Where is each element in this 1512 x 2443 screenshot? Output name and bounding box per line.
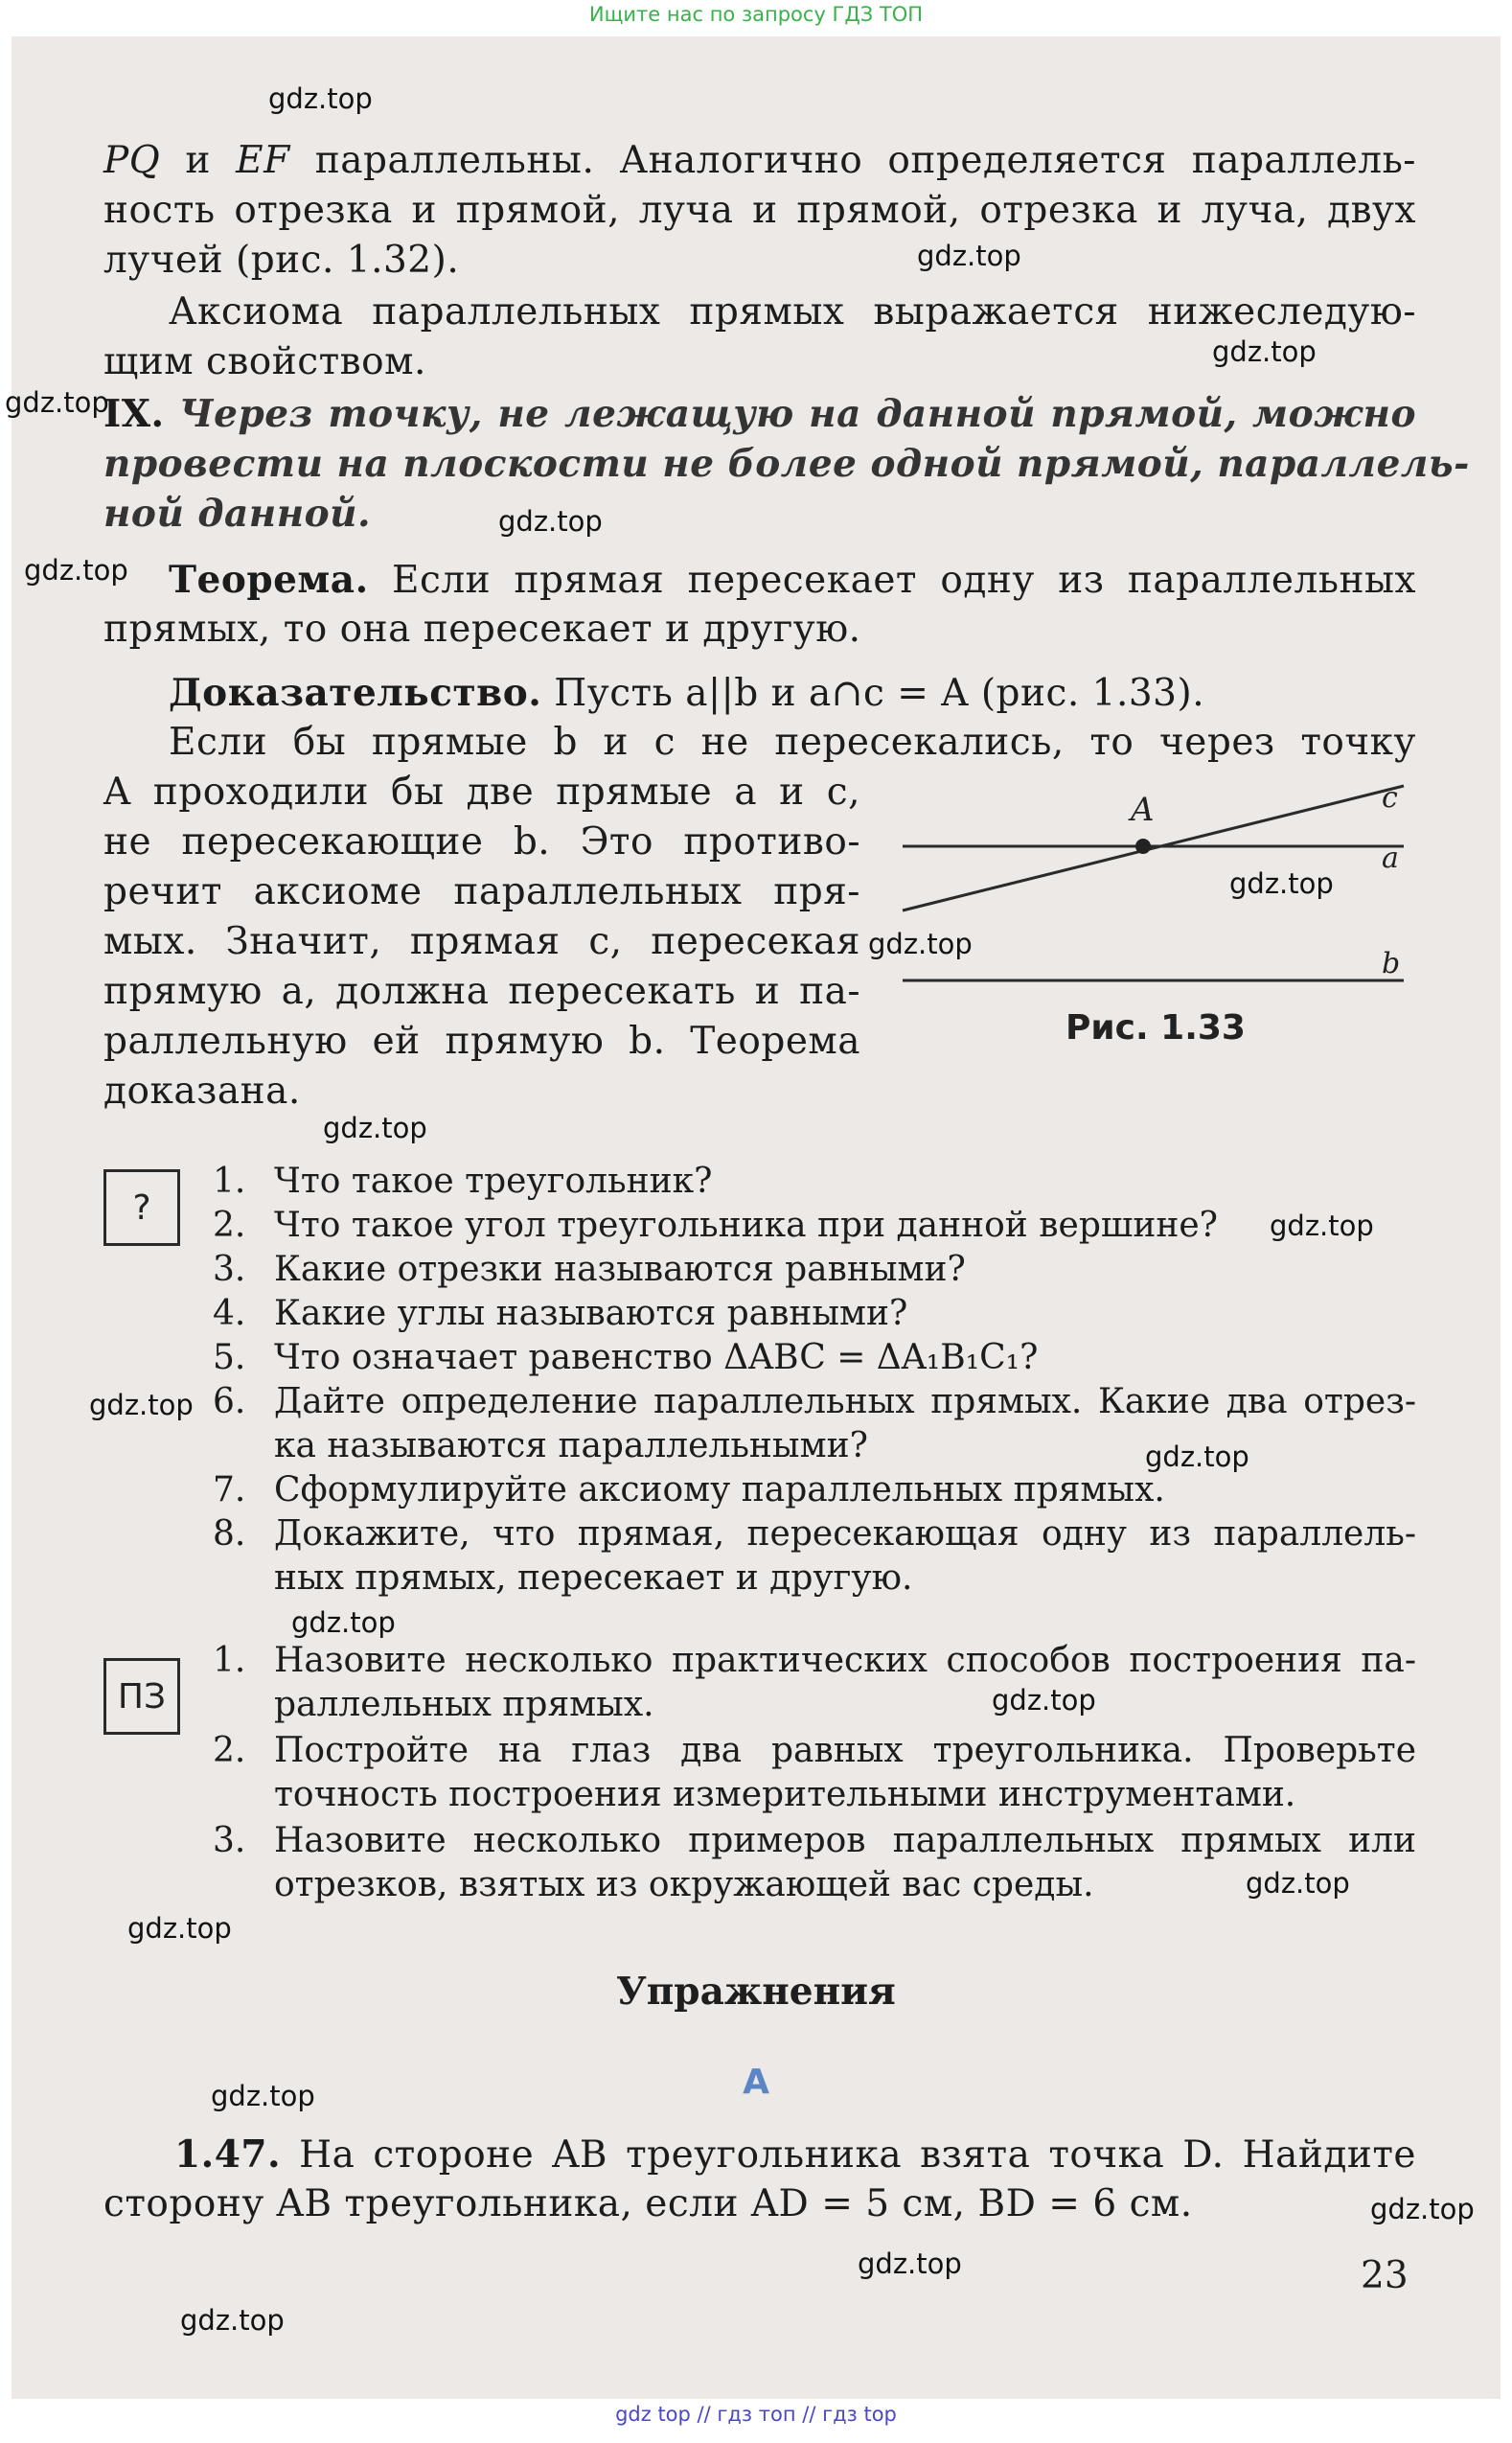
watermark: gdz.top	[1246, 1867, 1350, 1900]
proof-line: речит аксиоме параллельных пря-	[103, 870, 860, 913]
watermark: gdz.top	[1212, 335, 1317, 368]
question-text: Сформулируйте аксиому параллельных прямых.	[274, 1470, 1165, 1510]
watermark: gdz.top	[89, 1389, 194, 1421]
question-item	[213, 1294, 907, 1333]
watermark: gdz.top	[1270, 1210, 1374, 1242]
proof-line: мых. Значит, прямая c, пересекая	[103, 920, 860, 963]
watermark: gdz.top	[211, 2080, 315, 2112]
watermark: gdz.top	[323, 1112, 427, 1144]
question-continuation: ка называются параллельными?	[274, 1426, 868, 1465]
question-text: Что означает равенство ΔABC = ΔA₁B₁C₁?	[274, 1338, 1039, 1377]
line-b-label: b	[1382, 947, 1401, 980]
question-text: Дайте определение параллельных прямых. Какие два отрез-	[274, 1382, 1416, 1421]
question-number: 7.	[213, 1470, 246, 1510]
theorem-text: Если прямая пересекает одну из параллельных	[368, 559, 1416, 602]
segment-pq: PQ	[103, 139, 161, 182]
question-item	[213, 1206, 1218, 1245]
text-fragment: параллельны. Аналогично определяется параллель-	[289, 139, 1416, 182]
question-item	[213, 1470, 1165, 1510]
proof-line: не пересекающие b. Это противо-	[103, 820, 860, 864]
practical-text: Назовите несколько практических способов построения па-	[274, 1641, 1416, 1680]
text-line: лучей (рис. 1.32).	[103, 239, 460, 282]
proof-text: Пусть a||b и a∩c = A (рис. 1.33).	[541, 672, 1205, 715]
practical-number: 1.	[213, 1641, 246, 1680]
theorem-label: Теорема.	[169, 558, 369, 602]
figure-caption: Рис. 1.33	[1065, 1008, 1246, 1048]
question-mark-icon: ?	[103, 1169, 180, 1246]
proof-line: доказана.	[103, 1070, 301, 1113]
watermark: gdz.top	[24, 554, 128, 587]
question-continuation: ных прямых, пересекает и другую.	[274, 1558, 913, 1598]
point-a-label: A	[1131, 791, 1155, 829]
watermark: gdz.top	[917, 240, 1021, 272]
text-line: щим свойством.	[103, 340, 426, 383]
page-number: 23	[1361, 2254, 1409, 2297]
question-item	[213, 1162, 712, 1201]
exercise-line	[174, 2132, 1416, 2177]
proof-line: A проходили бы две прямые a и c,	[103, 771, 860, 814]
watermark: gdz.top	[180, 2304, 285, 2337]
exercise-text: На стороне AB треугольника взята точка D. Найдите	[281, 2133, 1416, 2177]
proof-line: раллельную ей прямую b. Теорема	[103, 1020, 860, 1063]
proof-label: Доказательство.	[169, 671, 542, 715]
axiom-line	[103, 392, 1416, 436]
exercises-heading: Упражнения	[616, 1970, 896, 2014]
line-c-label: c	[1382, 781, 1398, 815]
watermark: gdz.top	[127, 1912, 232, 1945]
question-item	[213, 1514, 1416, 1554]
question-number: 6.	[213, 1382, 246, 1421]
proof-line: Если бы прямые b и c не пересекались, то через точку	[169, 721, 1416, 764]
line-a-label: a	[1382, 841, 1399, 875]
watermark: gdz.top	[268, 82, 373, 115]
question-number: 4.	[213, 1294, 246, 1333]
practical-task-icon: ПЗ	[103, 1658, 180, 1735]
question-number: 2.	[213, 1206, 246, 1245]
practical-number: 3.	[213, 1821, 246, 1860]
question-text: Какие углы называются равными?	[274, 1294, 908, 1333]
proof-line	[169, 671, 1204, 715]
question-number: 1.	[213, 1162, 246, 1201]
practical-text: Постройте на глаз два равных треугольника. Проверьте	[274, 1731, 1416, 1770]
segment-ef: EF	[236, 139, 290, 182]
axiom-line: провести на плоскости не более одной прямой, параллель-	[103, 442, 1470, 486]
practical-number: 2.	[213, 1731, 246, 1770]
practical-item	[213, 1731, 1416, 1770]
question-number: 3.	[213, 1250, 246, 1289]
practical-item	[213, 1821, 1416, 1860]
question-item	[213, 1250, 966, 1289]
question-item	[213, 1338, 1038, 1377]
question-text: Что такое треугольник?	[274, 1162, 713, 1201]
watermark: gdz.top	[291, 1606, 396, 1639]
watermark: gdz.top	[498, 505, 603, 538]
question-number: 8.	[213, 1514, 246, 1554]
footer-links[interactable]: gdz top // гдз топ // гдз top	[615, 2403, 897, 2426]
exercise-number: 1.47.	[174, 2132, 282, 2177]
practical-continuation: раллельных прямых.	[274, 1685, 654, 1724]
watermark: gdz.top	[992, 1684, 1096, 1717]
axiom-number: IX.	[103, 392, 165, 436]
question-text: Какие отрезки называются равными?	[274, 1250, 966, 1289]
practical-continuation: точность построения измерительными инструментами.	[274, 1775, 1296, 1814]
theorem-line	[169, 558, 1416, 602]
text-fragment: и	[160, 139, 237, 182]
watermark: gdz.top	[858, 2247, 962, 2280]
text-line: Аксиома параллельных прямых выражается нижеследую-	[169, 290, 1416, 334]
question-text: Что такое угол треугольника при данной вершине?	[274, 1206, 1218, 1245]
practical-item	[213, 1641, 1416, 1680]
level-a-label: A	[743, 2063, 769, 2102]
practical-text: Назовите несколько примеров параллельных прямых или	[274, 1821, 1416, 1860]
watermark: gdz.top	[1370, 2193, 1475, 2225]
question-text: Докажите, что прямая, пересекающая одну из параллель-	[274, 1514, 1416, 1554]
question-number: 5.	[213, 1338, 246, 1377]
text-line: ность отрезка и прямой, луча и прямой, отрезка и луча, двух	[103, 189, 1416, 232]
watermark: gdz.top	[5, 386, 109, 419]
watermark: gdz.top	[1145, 1440, 1249, 1473]
watermark: gdz.top	[868, 928, 973, 960]
axiom-text: Через точку, не лежащую на данной прямой, можно	[164, 392, 1416, 436]
axiom-line: ной данной.	[103, 492, 372, 536]
practical-continuation: отрезков, взятых из окружающей вас среды.	[274, 1865, 1094, 1904]
theorem-line: прямых, то она пересекает и другую.	[103, 608, 861, 651]
proof-line: прямую a, должна пересекать и па-	[103, 970, 860, 1013]
point-a	[1135, 839, 1151, 854]
text-line	[103, 139, 1416, 182]
header-search-link[interactable]: Ищите нас по запросу ГДЗ ТОП	[588, 3, 924, 26]
exercise-line: сторону AB треугольника, если AD = 5 см, BD = 6 см.	[103, 2182, 1193, 2225]
question-item	[213, 1382, 1416, 1421]
figure-1-33	[891, 767, 1428, 997]
watermark: gdz.top	[1229, 867, 1334, 900]
